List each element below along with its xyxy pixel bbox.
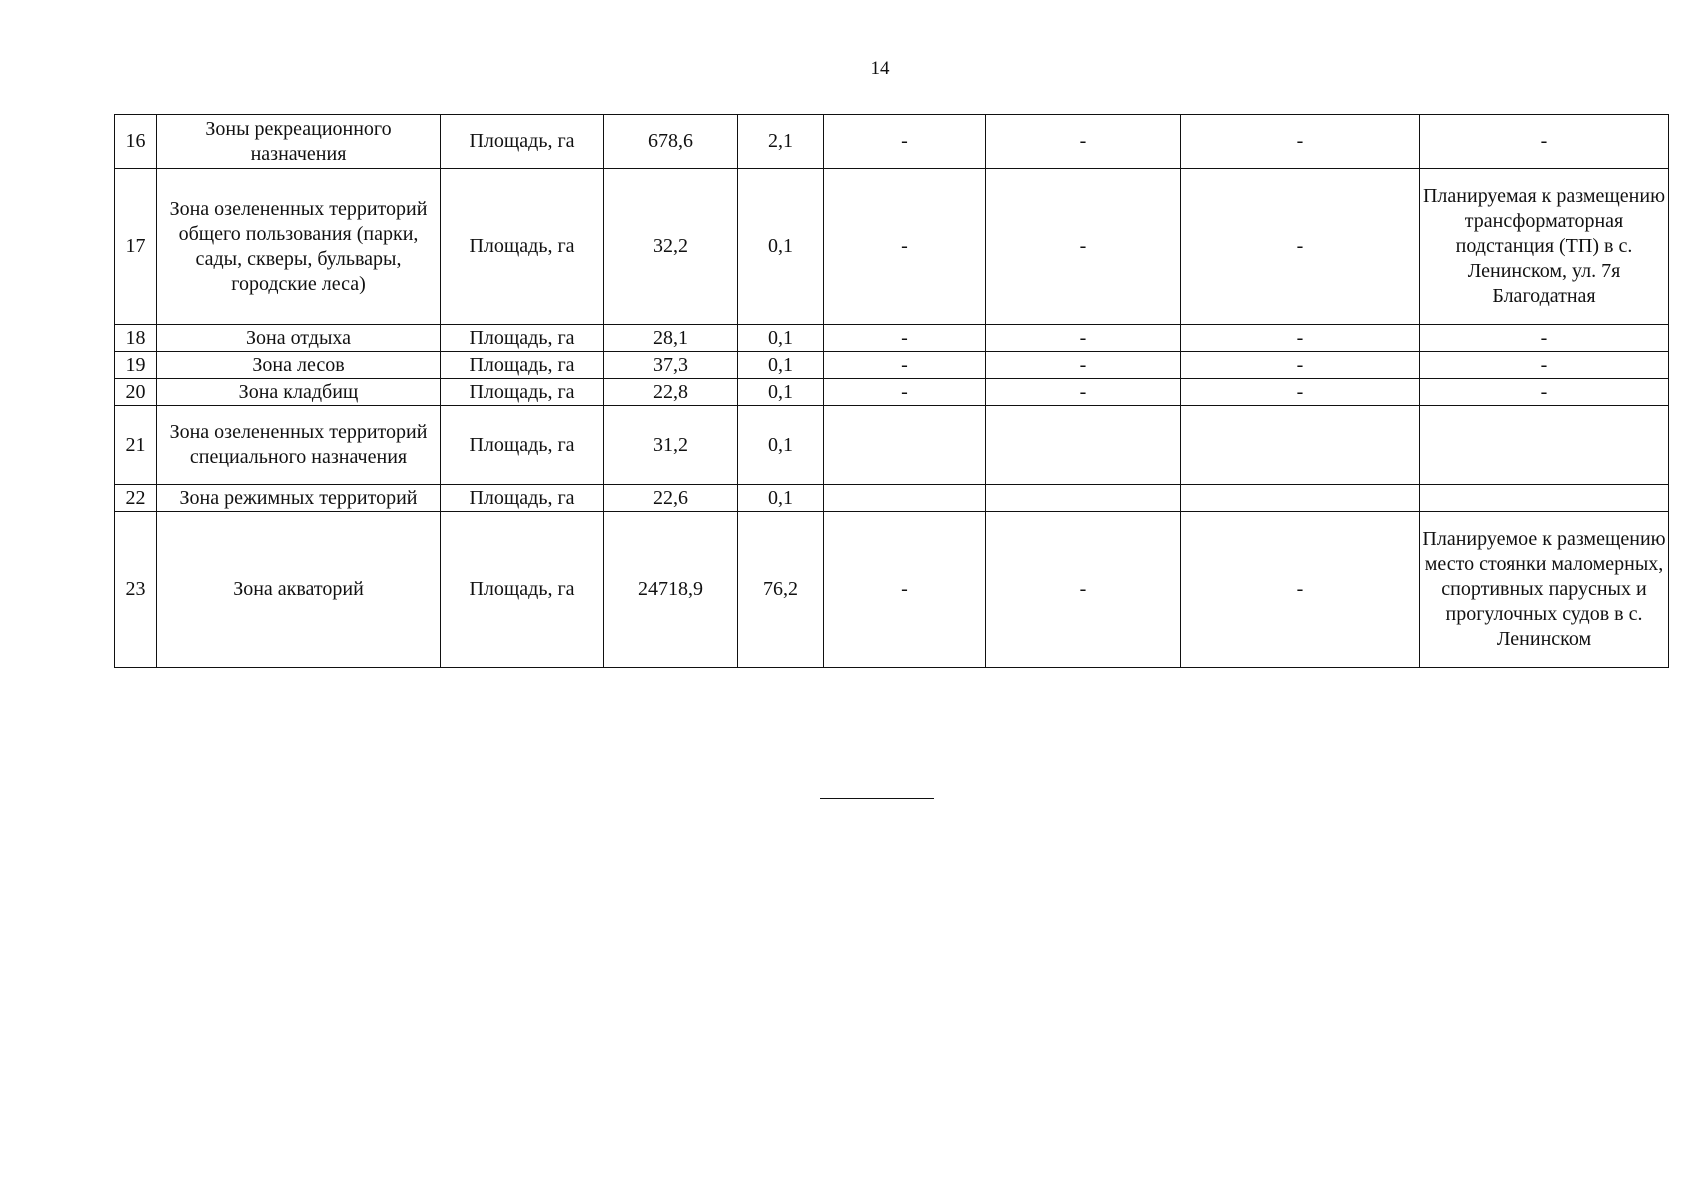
row-number: 23 <box>115 512 157 668</box>
row-number: 19 <box>115 352 157 379</box>
zone-name: Зона кладбищ <box>157 379 441 406</box>
cell <box>1181 406 1420 485</box>
unit: Площадь, га <box>441 485 604 512</box>
row-number: 20 <box>115 379 157 406</box>
planned-object <box>1420 406 1669 485</box>
cell <box>986 485 1181 512</box>
cell <box>1181 485 1420 512</box>
cell: - <box>824 379 986 406</box>
area-value: 24718,9 <box>604 512 738 668</box>
percent-value: 0,1 <box>738 379 824 406</box>
percent-value: 0,1 <box>738 169 824 325</box>
row-number: 21 <box>115 406 157 485</box>
cell: - <box>1181 379 1420 406</box>
zone-name: Зона озелененных территорий специального назначения <box>157 406 441 485</box>
table-row <box>115 352 1669 379</box>
zone-name: Зона отдыха <box>157 325 441 352</box>
planned-object: - <box>1420 352 1669 379</box>
planned-object: - <box>1420 115 1669 169</box>
percent-value: 0,1 <box>738 325 824 352</box>
table-row <box>115 169 1669 325</box>
table-row <box>115 485 1669 512</box>
cell: - <box>986 379 1181 406</box>
percent-value: 2,1 <box>738 115 824 169</box>
cell: - <box>824 169 986 325</box>
table-row <box>115 379 1669 406</box>
area-value: 22,8 <box>604 379 738 406</box>
unit: Площадь, га <box>441 325 604 352</box>
area-value: 22,6 <box>604 485 738 512</box>
unit: Площадь, га <box>441 512 604 668</box>
cell: - <box>986 169 1181 325</box>
planned-object: - <box>1420 325 1669 352</box>
unit: Площадь, га <box>441 379 604 406</box>
area-value: 37,3 <box>604 352 738 379</box>
unit: Площадь, га <box>441 352 604 379</box>
zone-name: Зона лесов <box>157 352 441 379</box>
cell <box>824 485 986 512</box>
cell: - <box>986 512 1181 668</box>
cell: - <box>1181 325 1420 352</box>
unit: Площадь, га <box>441 406 604 485</box>
row-number: 22 <box>115 485 157 512</box>
table-row <box>115 512 1669 668</box>
planned-object <box>1420 485 1669 512</box>
area-value: 31,2 <box>604 406 738 485</box>
zones-table <box>114 114 1669 668</box>
table-row <box>115 115 1669 169</box>
cell: - <box>1181 512 1420 668</box>
planned-object: - <box>1420 379 1669 406</box>
planned-object: Планируемое к размещению место стоянки маломерных, спортивных парусных и прогулочных судов в с. Ленинском <box>1420 512 1669 668</box>
row-number: 17 <box>115 169 157 325</box>
cell: - <box>824 512 986 668</box>
end-rule <box>820 798 934 799</box>
page-number: 14 <box>870 58 890 79</box>
percent-value: 0,1 <box>738 406 824 485</box>
area-value: 28,1 <box>604 325 738 352</box>
cell <box>824 406 986 485</box>
cell <box>986 406 1181 485</box>
cell: - <box>1181 115 1420 169</box>
zone-name: Зона режимных территорий <box>157 485 441 512</box>
unit: Площадь, га <box>441 115 604 169</box>
cell: - <box>986 325 1181 352</box>
area-value: 32,2 <box>604 169 738 325</box>
row-number: 16 <box>115 115 157 169</box>
table-row <box>115 406 1669 485</box>
zone-name: Зоны рекреационного назначения <box>157 115 441 169</box>
zone-name: Зона акваторий <box>157 512 441 668</box>
cell: - <box>986 115 1181 169</box>
cell: - <box>1181 352 1420 379</box>
zone-name: Зона озелененных территорий общего пользования (парки, сады, скверы, бульвары, городские леса) <box>157 169 441 325</box>
cell: - <box>1181 169 1420 325</box>
cell: - <box>986 352 1181 379</box>
cell: - <box>824 115 986 169</box>
table-row <box>115 325 1669 352</box>
percent-value: 0,1 <box>738 485 824 512</box>
percent-value: 0,1 <box>738 352 824 379</box>
cell: - <box>824 352 986 379</box>
area-value: 678,6 <box>604 115 738 169</box>
planned-object: Планируемая к размещению трансформаторная подстанция (ТП) в с. Ленинском, ул. 7я Благодатная <box>1420 169 1669 325</box>
cell: - <box>824 325 986 352</box>
unit: Площадь, га <box>441 169 604 325</box>
row-number: 18 <box>115 325 157 352</box>
percent-value: 76,2 <box>738 512 824 668</box>
